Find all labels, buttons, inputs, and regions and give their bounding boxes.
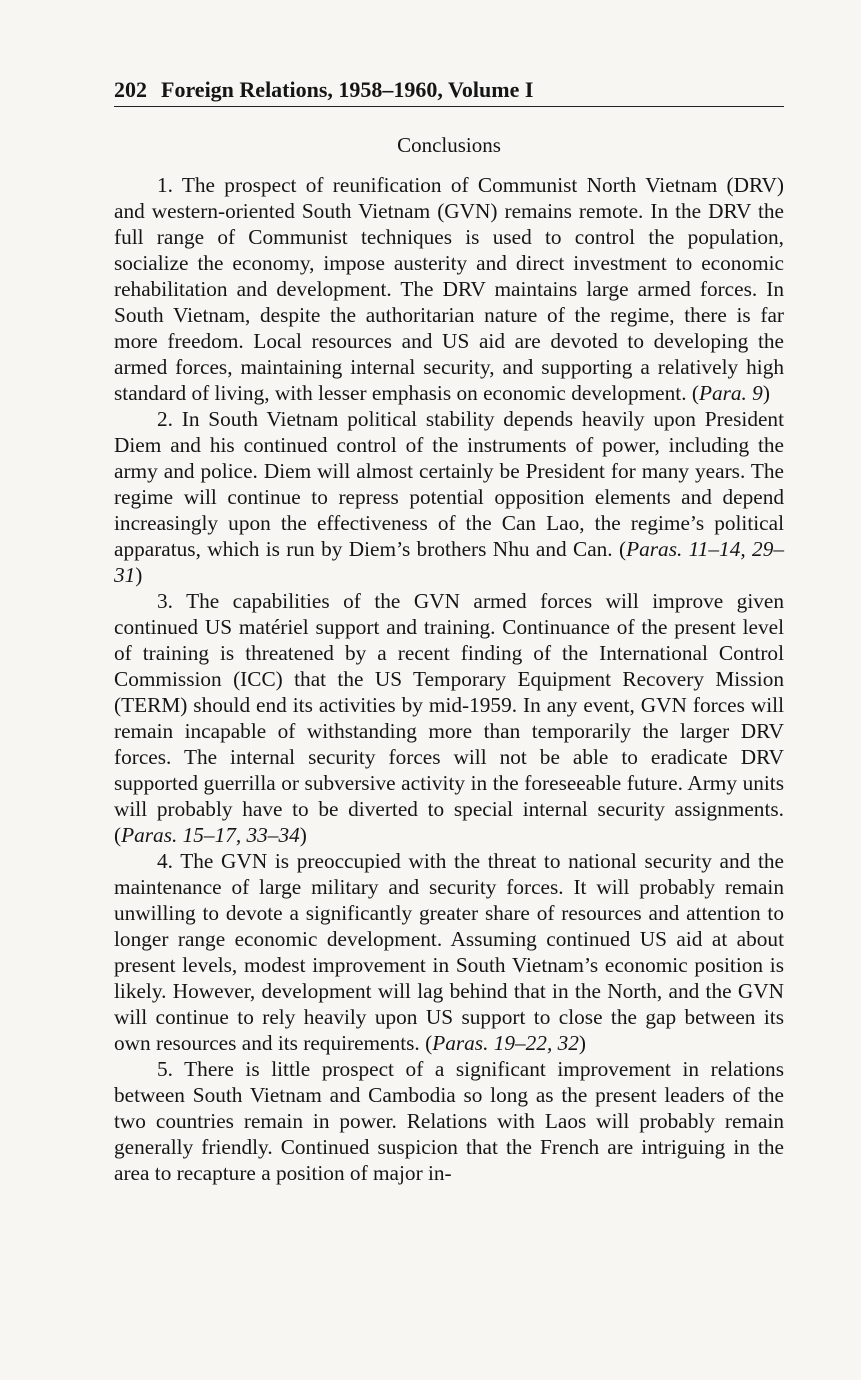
section-heading: Conclusions	[397, 133, 501, 157]
paragraph-1: 1. The prospect of reunification of Communist North Vietnam (DRV) and western-oriented South Vietnam (GVN) remains remote. In the DRV the full range of Communist techniques is used to control the population, socialize the economy, impose austerity and direct investment to economic rehabilitation and development. The DRV maintains large armed forces. In South Vietnam, despite the authoritarian nature of the regime, there is far more freedom. Local resources and US aid are devoted to developing the armed forces, maintaining internal security, and supporting a relatively high standard of living, with lesser emphasis on economic development. (Para. 9)	[114, 173, 784, 405]
running-header	[114, 74, 784, 107]
citation: Paras. 15–17, 33–34	[121, 823, 300, 847]
citation: Para. 9	[698, 381, 763, 405]
running-title: Foreign Relations, 1958–1960, Volume I	[161, 77, 534, 102]
paragraph-4: 4. The GVN is preoccupied with the threat to national security and the maintenance of large military and security forces. It will probably remain unwilling to devote a significantly greater share of resources and attention to longer range economic development. Assuming continued US aid at about present levels, modest improvement in South Vietnam’s economic position is likely. However, development will lag behind that in the North, and the GVN will continue to rely heavily upon US support to close the gap between its own resources and its requirements. (Paras. 19–22, 32)	[114, 849, 784, 1055]
citation: Paras. 11–14, 29–31	[114, 537, 784, 587]
paragraph-2: 2. In South Vietnam political stability depends heavily upon President Diem and his continued control of the instruments of power, including the army and police. Diem will almost certainly be President for many years. The regime will continue to repress potential opposition elements and depend increasingly upon the effectiveness of the Can Lao, the regime’s political apparatus, which is run by Diem’s brothers Nhu and Can. (Paras. 11–14, 29–31)	[114, 407, 784, 587]
page-number: 202	[114, 77, 147, 102]
paragraph-5: 5. There is little prospect of a significant improvement in relations between South Vietnam and Cambodia so long as the present leaders of the two countries remain in power. Relations with Laos will probably remain generally friendly. Continued suspicion that the French are intriguing in the area to recapture a position of major in-	[114, 1057, 784, 1185]
paragraph-3: 3. The capabilities of the GVN armed forces will improve given continued US matériel support and training. Continuance of the present level of training is threatened by a recent finding of the International Control Commission (ICC) that the US Temporary Equipment Recovery Mission (TERM) should end its activities by mid-1959. In any event, GVN forces will remain incapable of withstanding more than temporarily the larger DRV forces. The internal security forces will not be able to eradicate DRV supported guerrilla or subversive activity in the foreseeable future. Army units will probably have to be diverted to special internal security assignments. (Paras. 15–17, 33–34)	[114, 589, 784, 847]
citation: Paras. 19–22, 32	[432, 1031, 579, 1055]
body-text	[114, 172, 784, 1186]
